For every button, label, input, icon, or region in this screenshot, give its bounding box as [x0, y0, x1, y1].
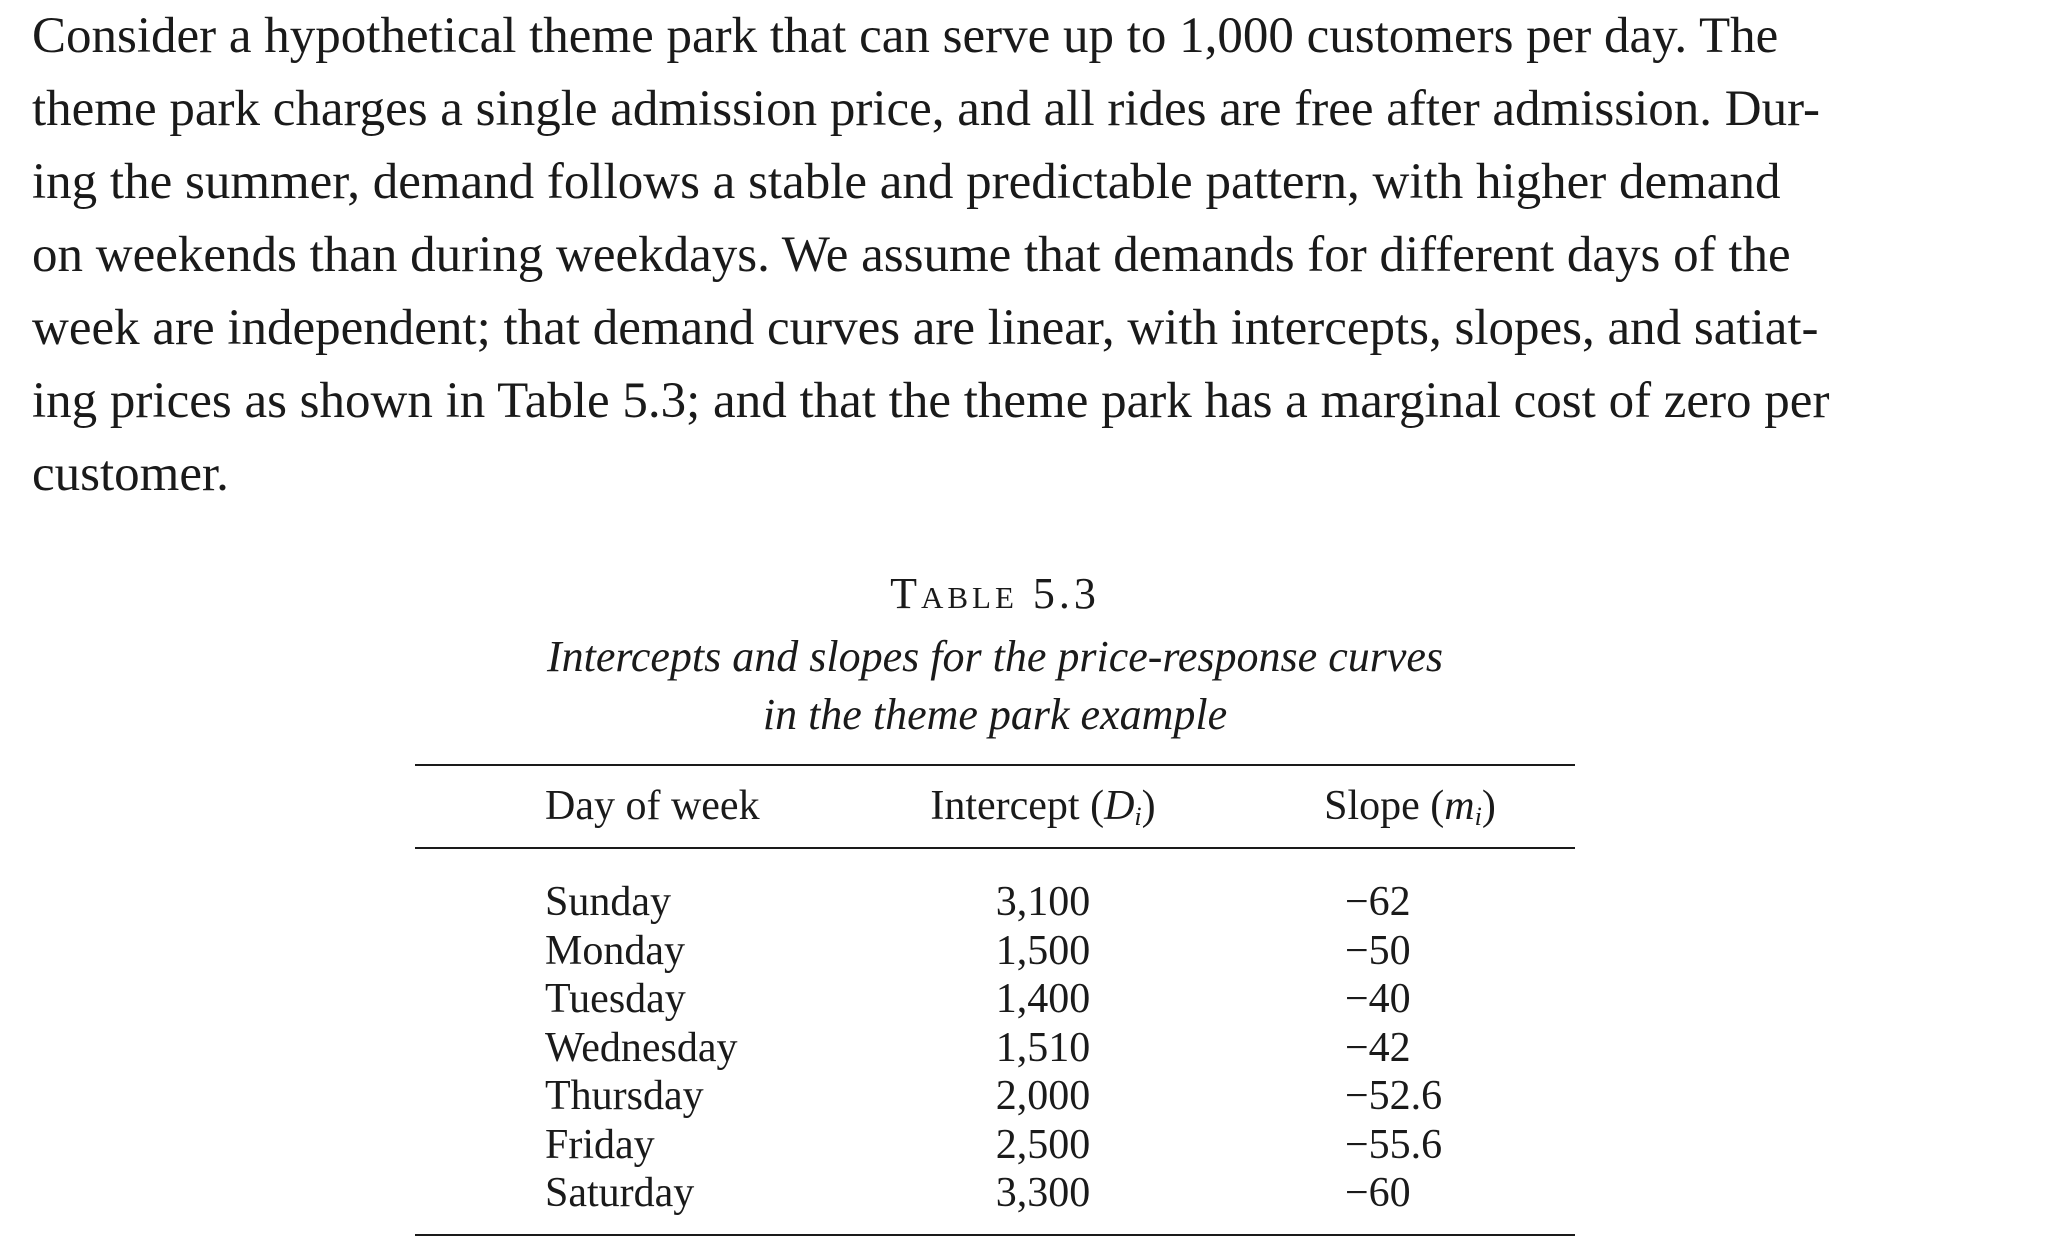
table-top-rule — [415, 764, 1575, 766]
paragraph-line-1: Consider a hypothetical theme park that can serve up to 1,000 customers per day. The — [32, 8, 1779, 64]
cell-day: Monday — [545, 927, 685, 974]
cell-intercept: 3,100 — [995, 879, 1091, 925]
paragraph-line-7: customer. — [32, 446, 229, 502]
table-title-line-2: in the theme park example — [762, 690, 1228, 739]
table-row — [0, 927, 2046, 976]
table-row — [0, 1169, 2046, 1218]
table-header-rule — [415, 847, 1575, 849]
header-slope-sub: i — [1474, 802, 1482, 831]
paragraph-line-4: on weekends than during weekdays. We assume that demands for different days of the — [32, 227, 1791, 283]
cell-slope: −62 — [1345, 879, 1411, 925]
table-row — [0, 1072, 2046, 1121]
cell-intercept: 3,300 — [995, 1170, 1091, 1216]
paragraph-line-5: week are independent; that demand curves are linear, with intercepts, slopes, and satiat- — [32, 300, 1819, 356]
body-paragraph — [32, 0, 1972, 511]
table-row — [0, 878, 2046, 927]
table-title — [415, 628, 1575, 744]
cell-slope: −55.6 — [1345, 1121, 1443, 1168]
header-slope-text: Slope ( — [1324, 783, 1445, 829]
cell-day: Wednesday — [545, 1024, 738, 1071]
cell-intercept: 2,000 — [995, 1073, 1091, 1119]
header-intercept-text: Intercept ( — [930, 783, 1105, 829]
header-slope-var: m — [1444, 783, 1475, 829]
table-row — [0, 975, 2046, 1024]
cell-day: Friday — [545, 1121, 655, 1168]
header-intercept-sub: i — [1134, 802, 1142, 831]
cell-day: Saturday — [545, 1170, 695, 1216]
header-slope — [1300, 778, 1520, 845]
header-intercept-close: ) — [1141, 783, 1156, 829]
table-row — [0, 1121, 2046, 1170]
table-title-line-1: Intercepts and slopes for the price-response curves — [546, 632, 1444, 681]
cell-slope: −52.6 — [1345, 1073, 1443, 1119]
header-day-of-week: Day of week — [545, 783, 760, 829]
cell-intercept: 1,500 — [995, 927, 1091, 974]
header-slope-close: ) — [1481, 783, 1496, 829]
paragraph-line-2: theme park charges a single admission price, and all rides are free after admission. Dur- — [32, 81, 1821, 137]
table-body — [0, 878, 2046, 1218]
cell-slope: −50 — [1345, 927, 1411, 974]
table-row — [0, 1024, 2046, 1073]
paragraph-line-3: ing the summer, demand follows a stable and predictable pattern, with higher demand — [32, 154, 1781, 210]
cell-day: Tuesday — [545, 976, 686, 1022]
paragraph-line-6: ing prices as shown in Table 5.3; and that the theme park has a marginal cost of zero per — [32, 373, 1830, 429]
cell-intercept: 1,400 — [995, 976, 1091, 1022]
cell-day: Sunday — [545, 879, 671, 925]
cell-intercept: 2,500 — [995, 1121, 1091, 1168]
cell-slope: −40 — [1345, 976, 1411, 1022]
cell-slope: −42 — [1345, 1024, 1411, 1071]
cell-day: Thursday — [545, 1073, 704, 1119]
table-label: Table 5.3 — [890, 569, 1100, 618]
cell-slope: −60 — [1345, 1170, 1411, 1216]
cell-intercept: 1,510 — [995, 1024, 1091, 1071]
header-intercept — [928, 778, 1158, 845]
header-intercept-var: D — [1104, 783, 1135, 829]
table-bottom-rule — [415, 1234, 1575, 1236]
